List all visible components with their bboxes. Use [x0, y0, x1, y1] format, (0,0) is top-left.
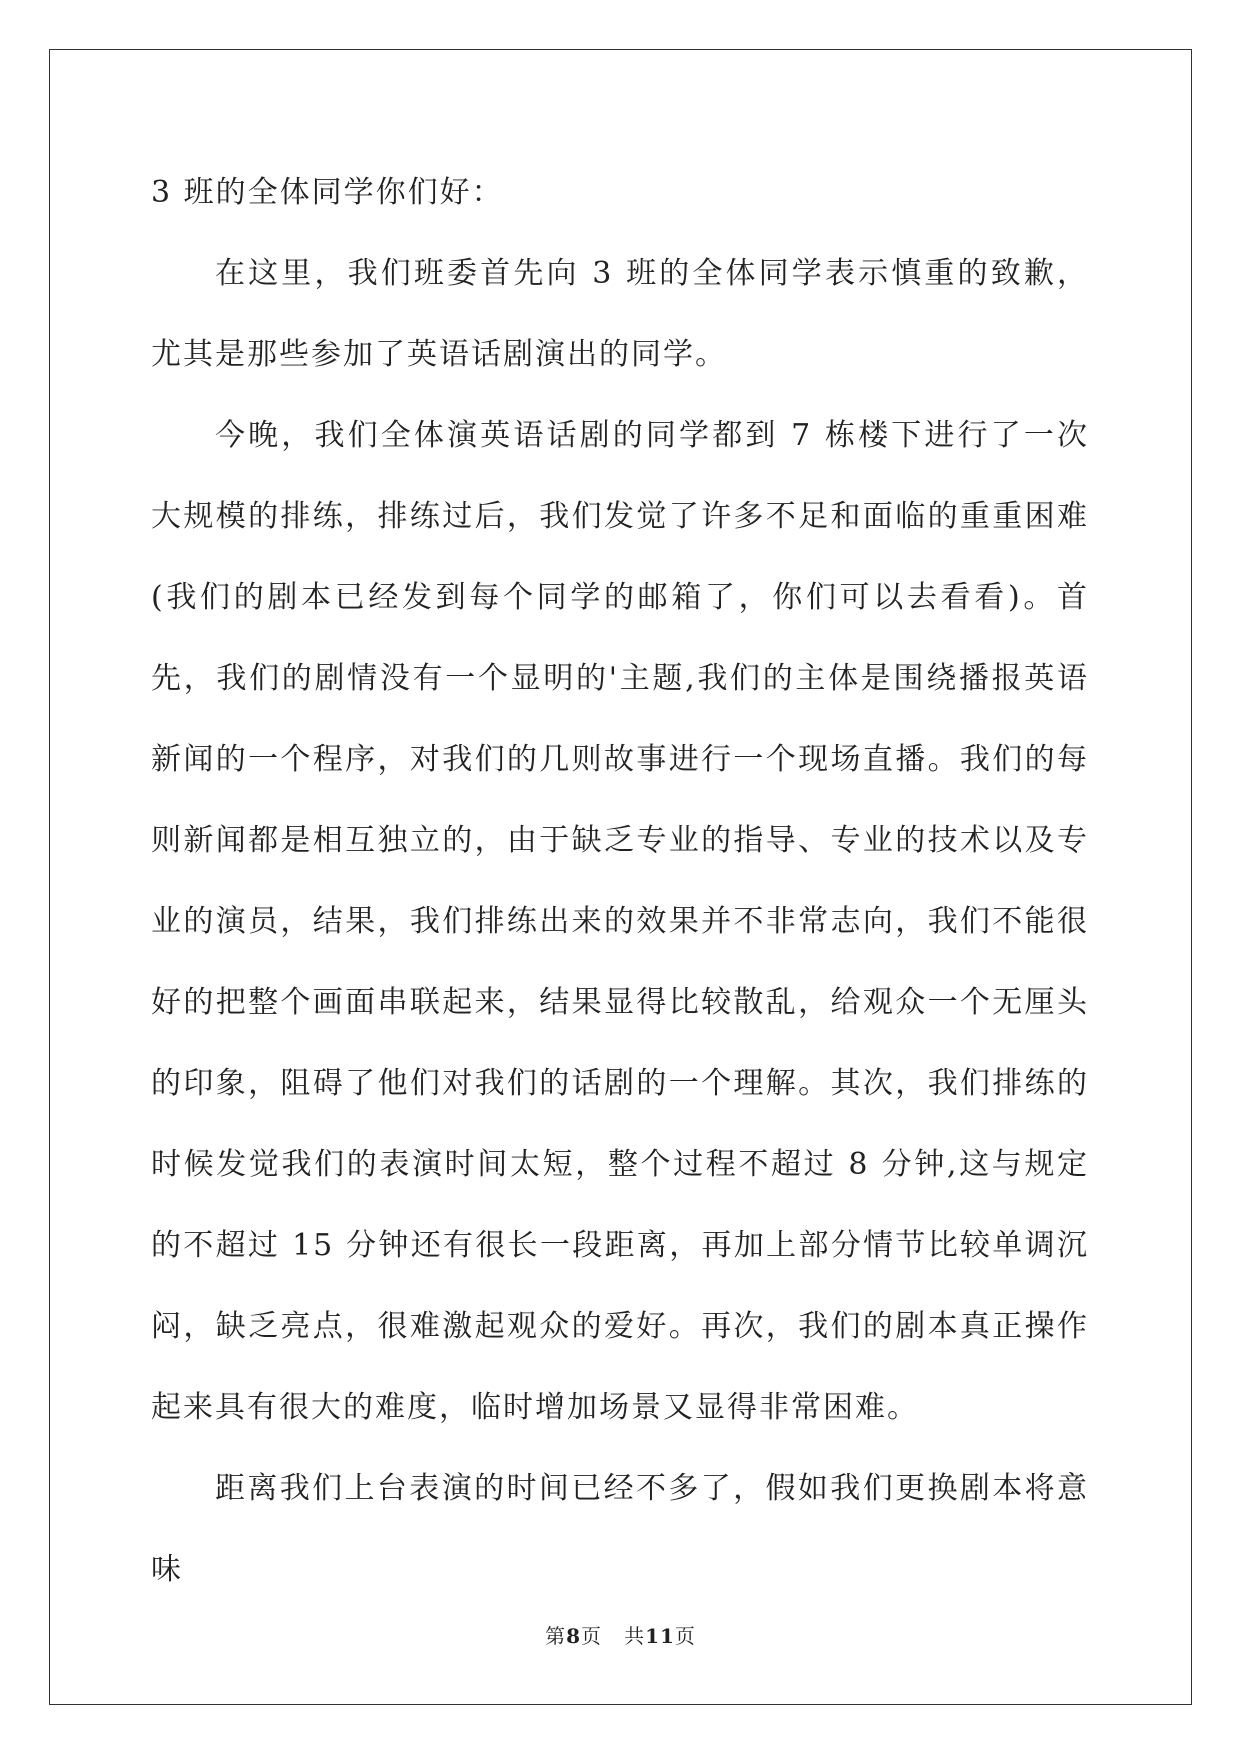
footer-total-pages: 11	[645, 1624, 675, 1648]
footer-page-suffix: 页	[581, 1624, 602, 1648]
footer-page-number: 8	[566, 1624, 581, 1648]
footer-total-suffix: 页	[674, 1624, 696, 1648]
page-footer	[0, 1620, 1241, 1649]
paragraph-apology: 在这里，我们班委首先向 3 班的全体同学表示慎重的致歉，尤其是那些参加了英语话剧演出的同学。	[151, 256, 1089, 372]
footer-prefix: 第	[545, 1624, 567, 1648]
paragraph-rehearsal: 今晚，我们全体演英语话剧的同学都到 7 栋楼下进行了一次大规模的排练，排练过后，我们发觉了许多不足和面临的重重困难(我们的剧本已经发到每个同学的邮箱了，你们可以去看看)。首先，我们的剧情没有一个显明的'主题,我们的主体是围绕播报英语新闻的一个程序，对我们的几则故事进行一个现场直播。我们的每则新闻都是相互独立的，由于缺乏专业的指导、专业的技术以及专业的演员，结果，我们排练出来的效果并不非常志向，我们不能很好的把整个画面串联起来，结果显得比较散乱，给观众一个无厘头的印象，阻碍了他们对我们的话剧的一个理解。其次，我们排练的时候发觉我们的表演时间太短，整个过程不超过 8 分钟,这与规定的不超过 15 分钟还有很长一段距离，再加上部分情节比较单调沉闷，缺乏亮点，很难激起观众的爱好。再次，我们的剧本真正操作起来具有很大的难度，临时增加场景又显得非常困难。	[151, 418, 1089, 1425]
footer-total-prefix: 共	[624, 1624, 646, 1648]
paragraph-greeting: 3 班的全体同学你们好：	[151, 175, 504, 210]
document-body	[151, 152, 1089, 1610]
paragraph-time: 距离我们上台表演的时间已经不多了，假如我们更换剧本将意味	[151, 1471, 1089, 1587]
